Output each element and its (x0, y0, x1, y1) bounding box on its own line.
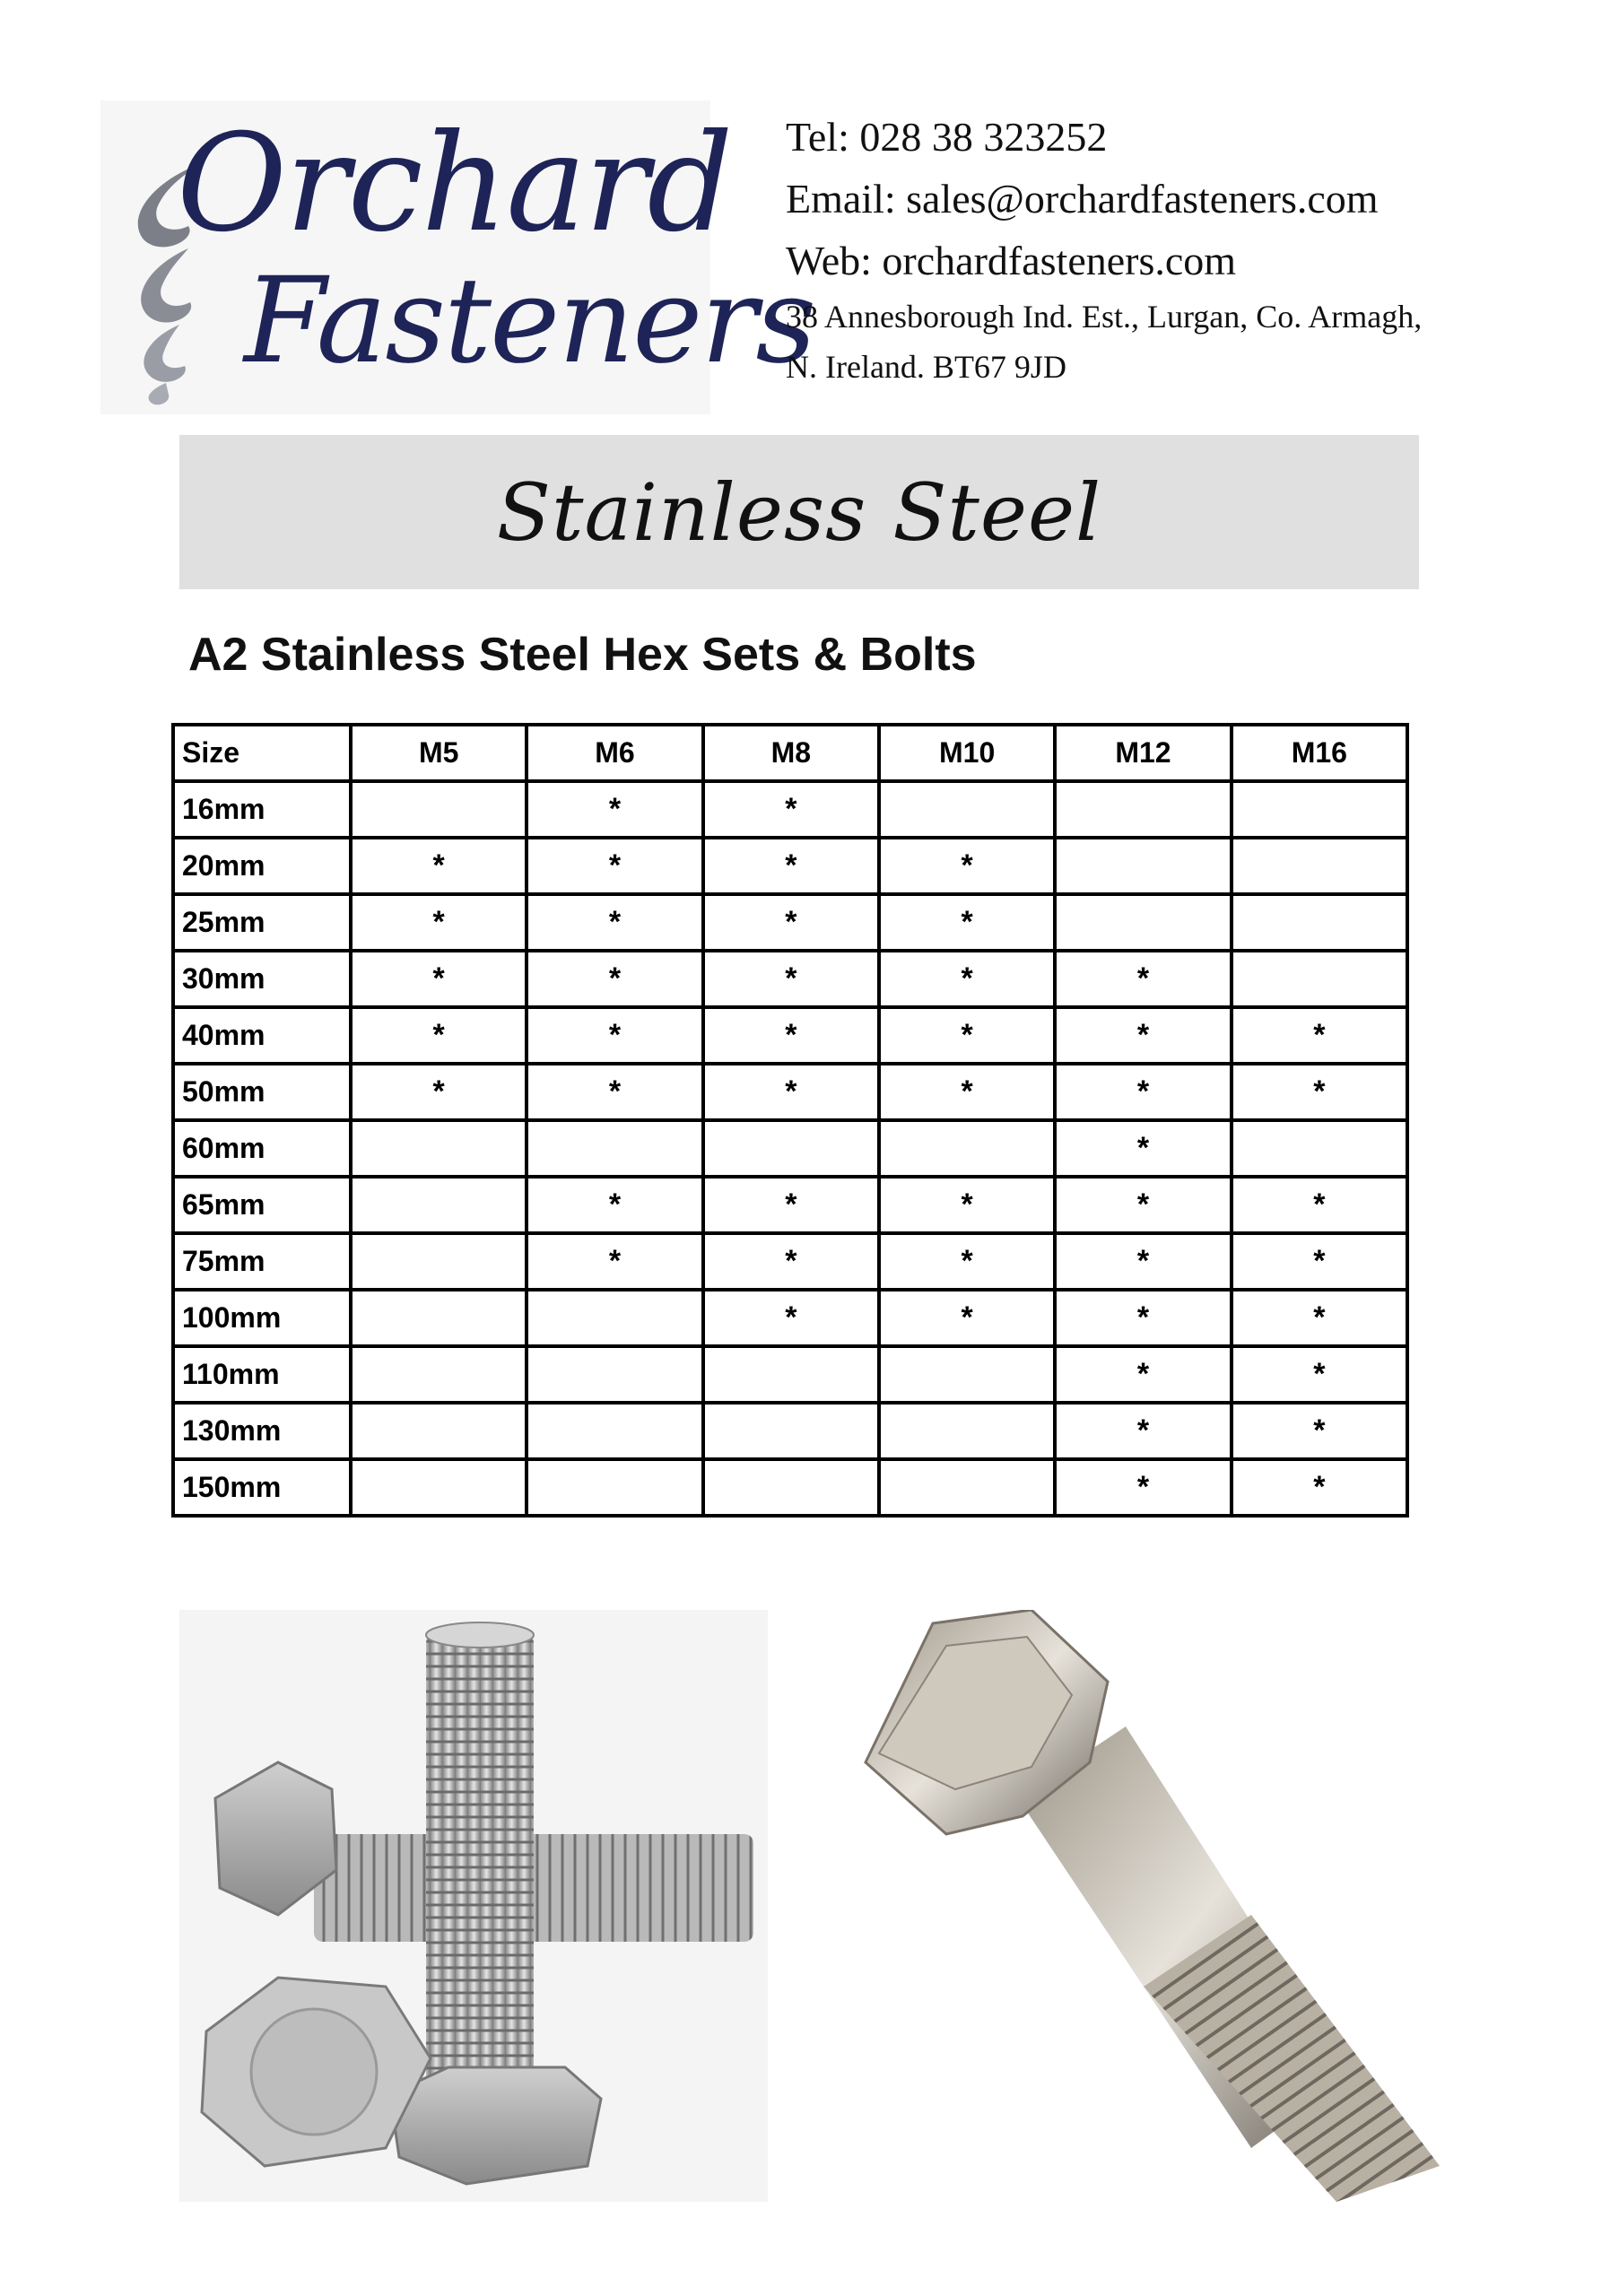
size-cell: 25mm (173, 894, 351, 951)
table-row (173, 781, 1407, 838)
availability-cell: * (703, 951, 879, 1007)
table-row (173, 951, 1407, 1007)
availability-cell (879, 781, 1055, 838)
availability-cell: * (1055, 1403, 1231, 1459)
contact-address-line2: N. Ireland. BT67 9JD (786, 349, 1066, 385)
availability-cell (703, 1346, 879, 1403)
availability-cell (879, 1459, 1055, 1516)
availability-cell: * (1055, 1064, 1231, 1120)
availability-cell: * (879, 838, 1055, 894)
table-row (173, 894, 1407, 951)
availability-cell (351, 1290, 527, 1346)
availability-cell: * (703, 1007, 879, 1064)
table-body (173, 781, 1407, 1516)
table-header-cell: M10 (879, 725, 1055, 781)
availability-cell: * (351, 894, 527, 951)
availability-cell: * (703, 1290, 879, 1346)
availability-cell: * (1055, 1120, 1231, 1177)
availability-cell (879, 1120, 1055, 1177)
availability-cell: * (527, 1064, 702, 1120)
company-logo (100, 100, 815, 414)
availability-cell: * (1232, 1403, 1407, 1459)
availability-cell (703, 1403, 879, 1459)
availability-cell: * (351, 1064, 527, 1120)
table-row (173, 1346, 1407, 1403)
availability-cell (351, 781, 527, 838)
availability-cell: * (703, 1177, 879, 1233)
availability-cell: * (527, 894, 702, 951)
hex-bolts-photo (179, 1610, 768, 2202)
section-heading: A2 Stainless Steel Hex Sets & Bolts (188, 629, 977, 681)
availability-cell: * (1055, 1007, 1231, 1064)
size-cell: 65mm (173, 1177, 351, 1233)
size-cell: 40mm (173, 1007, 351, 1064)
table-row (173, 1120, 1407, 1177)
availability-cell (351, 1459, 527, 1516)
availability-cell: * (1232, 1177, 1407, 1233)
availability-cell (703, 1120, 879, 1177)
table-header-cell: M8 (703, 725, 879, 781)
logo-text-orchard: Orchard (177, 106, 732, 262)
sizes-table (171, 723, 1409, 1518)
table-header-cell: M12 (1055, 725, 1231, 781)
size-cell: 20mm (173, 838, 351, 894)
availability-cell: * (527, 1233, 702, 1290)
contact-address-line1: 38 Annesborough Ind. Est., Lurgan, Co. Armagh, (786, 299, 1423, 335)
availability-cell: * (1232, 1233, 1407, 1290)
availability-cell: * (1232, 1290, 1407, 1346)
table-header-row (173, 725, 1407, 781)
size-cell: 60mm (173, 1120, 351, 1177)
availability-cell: * (527, 781, 702, 838)
table-row (173, 1177, 1407, 1233)
table-row (173, 838, 1407, 894)
table-row (173, 1290, 1407, 1346)
table-row (173, 1459, 1407, 1516)
availability-cell (1232, 894, 1407, 951)
availability-cell: * (879, 894, 1055, 951)
availability-cell (527, 1459, 702, 1516)
availability-cell: * (527, 951, 702, 1007)
availability-cell: * (879, 1233, 1055, 1290)
table-row (173, 1064, 1407, 1120)
availability-cell: * (703, 1233, 879, 1290)
availability-cell: * (1055, 1233, 1231, 1290)
table-header-cell: M6 (527, 725, 702, 781)
availability-cell: * (1055, 1290, 1231, 1346)
availability-cell: * (879, 1007, 1055, 1064)
contact-tel: Tel: 028 38 323252 (786, 114, 1108, 160)
availability-cell: * (527, 1177, 702, 1233)
availability-cell: * (351, 838, 527, 894)
availability-cell (703, 1459, 879, 1516)
availability-cell: * (1055, 1177, 1231, 1233)
table-row (173, 1007, 1407, 1064)
contact-web: Web: orchardfasteners.com (786, 238, 1237, 283)
logo-text-fasteners: Fasteners (244, 252, 815, 390)
hex-bolt-closeup-photo (848, 1610, 1458, 2202)
size-cell: 30mm (173, 951, 351, 1007)
availability-cell (1232, 951, 1407, 1007)
availability-cell: * (351, 1007, 527, 1064)
availability-cell (1232, 1120, 1407, 1177)
availability-cell: * (527, 838, 702, 894)
availability-cell: * (1055, 951, 1231, 1007)
table-header-cell: Size (173, 725, 351, 781)
availability-cell (527, 1346, 702, 1403)
availability-cell: * (703, 781, 879, 838)
size-cell: 50mm (173, 1064, 351, 1120)
availability-cell (879, 1346, 1055, 1403)
size-cell: 75mm (173, 1233, 351, 1290)
availability-cell (351, 1233, 527, 1290)
availability-cell: * (1055, 1459, 1231, 1516)
availability-cell (879, 1403, 1055, 1459)
availability-cell (1055, 894, 1231, 951)
banner-title: Stainless Steel (496, 465, 1102, 559)
availability-cell (1055, 838, 1231, 894)
availability-cell (351, 1403, 527, 1459)
availability-cell (1232, 781, 1407, 838)
availability-cell: * (1232, 1064, 1407, 1120)
single-hex-bolt-illustration (848, 1610, 1458, 2202)
hex-bolts-illustration (179, 1610, 768, 2202)
table-row (173, 1233, 1407, 1290)
size-cell: 150mm (173, 1459, 351, 1516)
size-cell: 100mm (173, 1290, 351, 1346)
size-cell: 16mm (173, 781, 351, 838)
table-header-cell: M5 (351, 725, 527, 781)
availability-cell: * (1232, 1007, 1407, 1064)
availability-cell: * (1055, 1346, 1231, 1403)
availability-cell (1055, 781, 1231, 838)
availability-cell (1232, 838, 1407, 894)
availability-cell: * (879, 1064, 1055, 1120)
availability-cell: * (703, 1064, 879, 1120)
category-banner (179, 435, 1419, 589)
availability-cell (527, 1290, 702, 1346)
size-cell: 130mm (173, 1403, 351, 1459)
availability-cell: * (879, 1177, 1055, 1233)
contact-email: Email: sales@orchardfasteners.com (786, 176, 1379, 222)
availability-cell: * (703, 838, 879, 894)
availability-cell: * (703, 894, 879, 951)
contact-details (786, 106, 1593, 392)
availability-cell (351, 1346, 527, 1403)
size-cell: 110mm (173, 1346, 351, 1403)
availability-cell: * (879, 951, 1055, 1007)
table-row (173, 1403, 1407, 1459)
availability-cell (351, 1177, 527, 1233)
availability-cell (527, 1403, 702, 1459)
availability-cell (527, 1120, 702, 1177)
availability-cell: * (1232, 1459, 1407, 1516)
availability-cell (351, 1120, 527, 1177)
availability-cell: * (527, 1007, 702, 1064)
availability-cell: * (879, 1290, 1055, 1346)
table-header-cell: M16 (1232, 725, 1407, 781)
availability-cell: * (1232, 1346, 1407, 1403)
availability-cell: * (351, 951, 527, 1007)
